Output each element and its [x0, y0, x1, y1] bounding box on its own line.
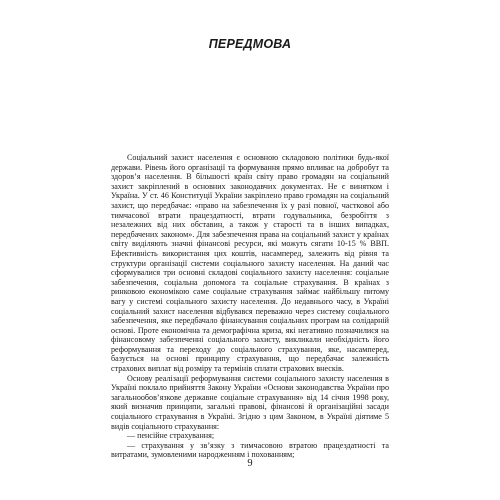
- paragraph-reform: Основу реалізації реформування системи соціального захисту населення в Україні поклало прийняття Закону України «Основи законодавства України про загальнообов’язкове державне соціальне страхування» від 14 січня 1998 року, який визначив принципи, загальні правові, фінансові й організаційні засади соціального страхування в Україні. Згідно з цим Законом, в Україні діятиме 5 видів соціального страхування:: [111, 373, 389, 431]
- body-text: [111, 153, 389, 460]
- insurance-types-list: [111, 431, 389, 460]
- list-item: — страхування у зв’язку з тимчасовою втратою працездатності та витратами, зумовленими народженням і похованням;: [111, 440, 389, 460]
- paragraph-intro: Соціальний захист населення є основною складовою політики будь-якої держави. Рівень його організації та формування прямо впливає на добробут та здоров’я населення. В більшості країн світу право громадян на соціальний захист закріплений в основних законодавчих документах. Не є винятком і Україна. У ст. 46 Конституції України закріплено право громадян на соціальний захист, що передбачає: «право на забезпечення їх у разі повної, часткової або тимчасової втрати працездатності, втрати годувальника, безробіття з незалежних від них обставин, а також у старості та в інших випадках, передбачених законом». Для забезпечення права на соціальний захист у країнах світу виділяють значні фінансові ресурси, які можуть сягати 10-15 % ВВП. Ефективність використання цих коштів, насамперед, залежить від рівня та структури організації системи соціального захисту населення. На даний час сформувалися три основні складові соціального захисту населення: соціальне забезпечення, соціальна допомога та соціальне страхування. В країнах з ринковою економікою саме соціальне страхування займає найбільшу питому вагу у системі соціального захисту населення. До недавнього часу, в Україні соціальний захист населення відбувався переважно через систему соціального забезпечення, яке передбачало фінансування соціальних програм на солідарній основі. Проте економічна та демографічна криза, які негативно позначилися на фінансовому забезпеченні соціального захисту, викликали необхідність його реформування та переходу до соціального страхування, яке, насамперед, базується на основі принципу страхування, що передбачає залежність страхових виплат від розміру та термінів сплати страхових внесків.: [111, 153, 389, 374]
- list-item: — пенсійне страхування;: [127, 431, 215, 441]
- page-heading: ПЕРЕДМОВА: [208, 37, 292, 51]
- page-number: 9: [247, 458, 253, 469]
